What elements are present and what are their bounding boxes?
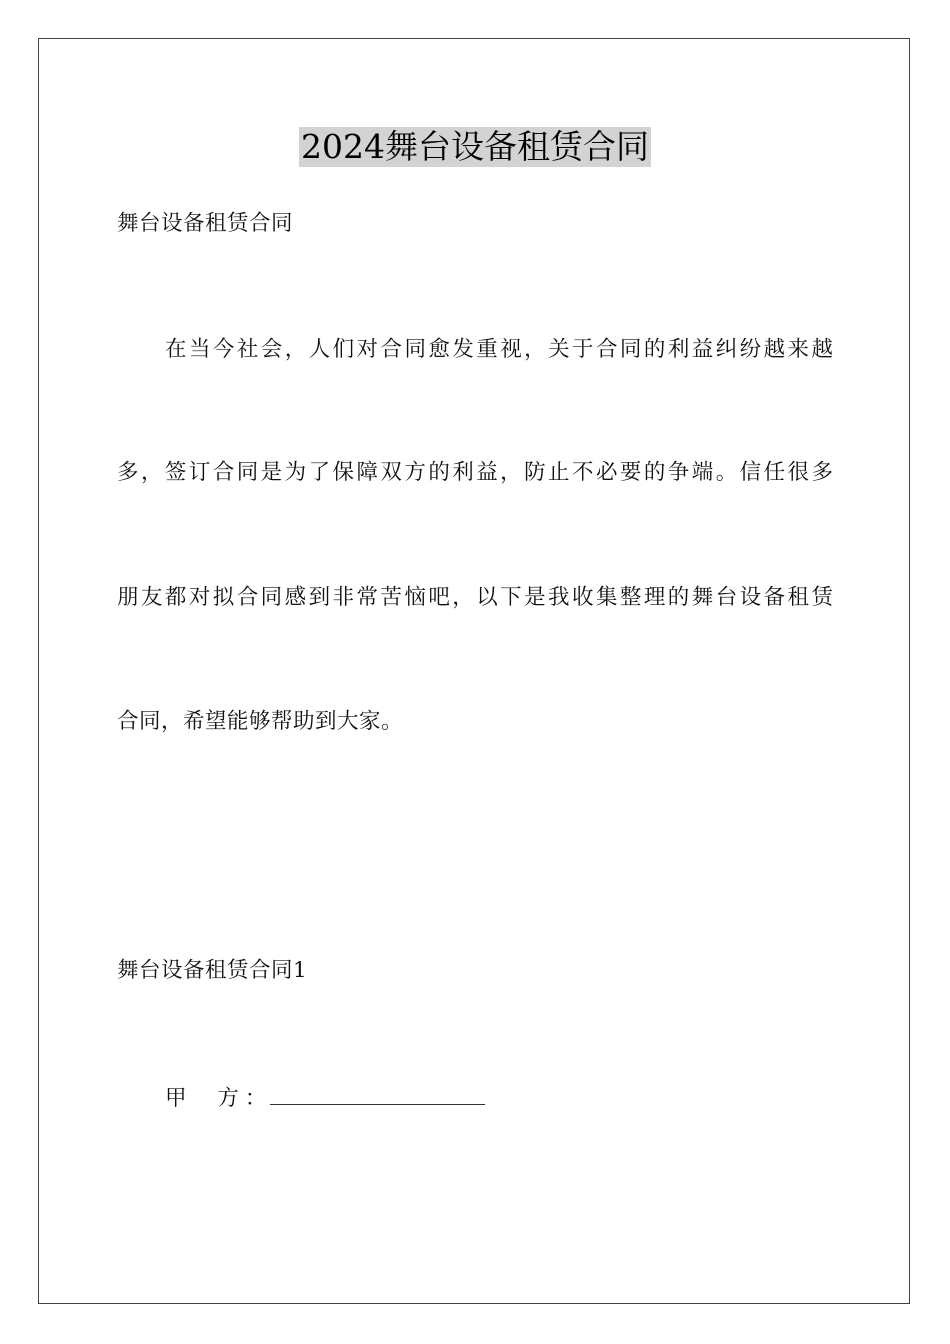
intro-paragraph-line-2: 多，签订合同是为了保障双方的利益，防止不必要的争端。信任很多 xyxy=(117,460,833,485)
party-a-colon: ： xyxy=(244,1086,267,1111)
document-subtitle: 舞台设备租赁合同 xyxy=(117,211,294,236)
title-container xyxy=(0,127,950,167)
party-a-label: 甲 方 xyxy=(165,1086,251,1111)
party-a-blank-field[interactable] xyxy=(270,1084,485,1105)
party-a-row xyxy=(165,1084,485,1112)
document-title: 2024舞台设备租赁合同 xyxy=(301,127,649,166)
intro-paragraph-line-3: 朋友都对拟合同感到非常苦恼吧，以下是我收集整理的舞台设备租赁 xyxy=(117,585,833,610)
intro-paragraph-line-4: 合同，希望能够帮助到大家。 xyxy=(117,709,404,734)
intro-paragraph-line-1: 在当今社会，人们对合同愈发重视，关于合同的利益纠纷越来越 xyxy=(165,337,833,362)
section-heading: 舞台设备租赁合同1 xyxy=(117,958,308,983)
